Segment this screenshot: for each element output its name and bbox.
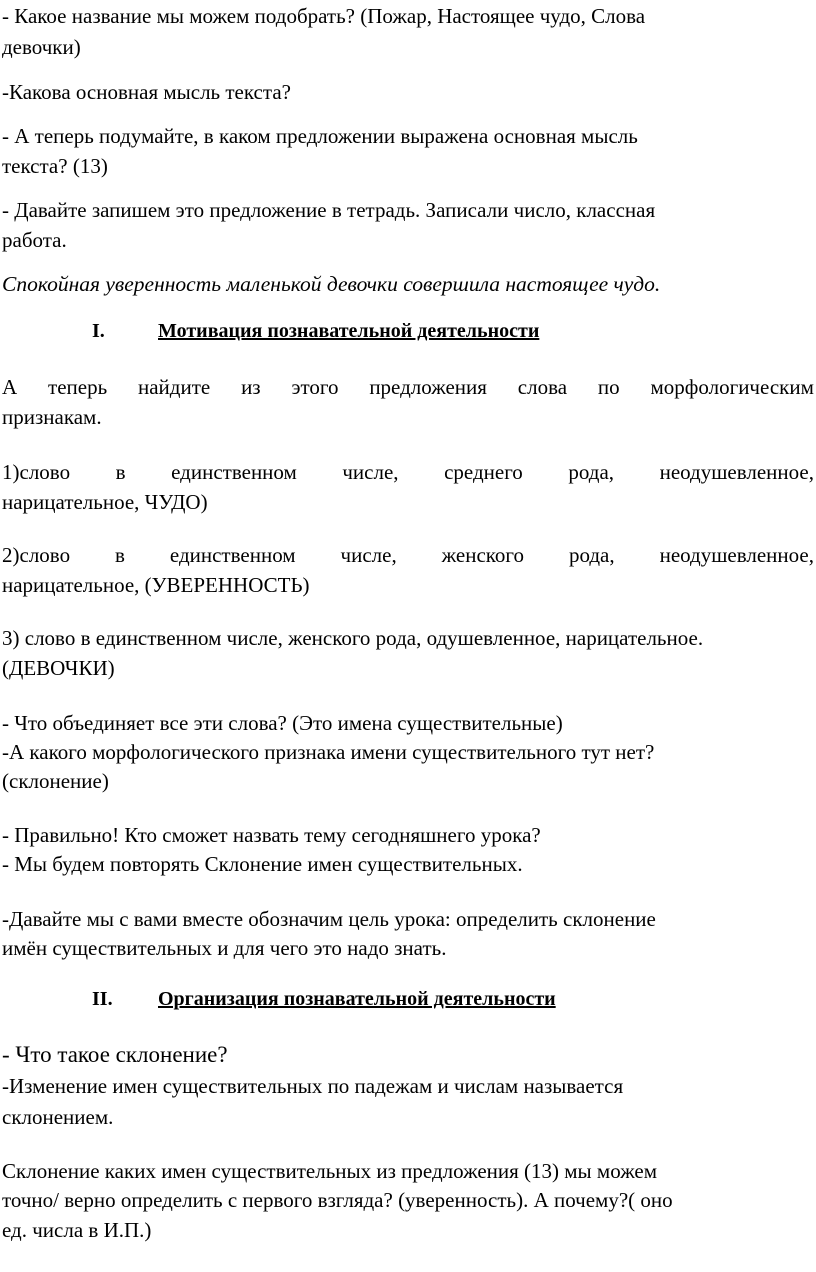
text-line: - Какое название мы можем подобрать? (Пожар, Настоящее чудо, Слова — [2, 4, 646, 28]
question-line — [2, 1042, 228, 1068]
text-line: - Давайте запишем это предложение в тетрадь. Записали число, классная — [2, 198, 656, 222]
word: 2)слово — [2, 543, 71, 567]
word: единственном — [171, 460, 297, 484]
word: среднего — [444, 460, 523, 484]
text-line: - А теперь подумайте, в каком предложении выражена основная мысль — [2, 124, 638, 148]
text-line: признакам. — [2, 405, 102, 429]
text-line: склонением. — [2, 1105, 114, 1129]
text-line: -Изменение имен существительных по падежам и числам называется — [2, 1074, 624, 1098]
word: женского — [441, 543, 525, 567]
word: слова — [517, 375, 568, 399]
word: числе, — [342, 460, 399, 484]
text-line: - Правильно! Кто сможет назвать тему сегодняшнего урока? — [2, 823, 541, 847]
word: морфологическим — [650, 375, 814, 399]
word: 1)слово — [2, 460, 71, 484]
justified-line — [2, 374, 814, 400]
word: рода, — [568, 543, 615, 567]
text-line: нарицательное, ЧУДО) — [2, 490, 208, 514]
text-line: -А какого морфологического признака имени существительного тут нет? — [2, 740, 655, 764]
text-line: Склонение каких имен существительных из предложения (13) мы можем — [2, 1159, 658, 1183]
text-line: девочки) — [2, 35, 81, 59]
word: этого — [291, 375, 339, 399]
word: в — [115, 460, 126, 484]
justified-line — [2, 542, 814, 568]
question-text: Что такое склонение? — [15, 1042, 228, 1067]
key-sentence: Спокойная уверенность маленькой девочки совершила настоящее чудо. — [2, 272, 661, 296]
word: по — [597, 375, 620, 399]
word: неодушевленное, — [659, 460, 814, 484]
word: А — [2, 375, 18, 399]
justified-line — [2, 459, 814, 485]
word: найдите — [138, 375, 211, 399]
text-line: имён существительных и для чего это надо знать. — [2, 936, 447, 960]
section-number: I. — [92, 320, 105, 342]
text-line: 3) слово в единственном числе, женского рода, одушевленное, нарицательное. — [2, 626, 704, 650]
word: предложения — [369, 375, 487, 399]
section-title: Организация познавательной деятельности — [158, 988, 556, 1010]
text-line: (склонение) — [2, 769, 109, 793]
text-line: ед. числа в И.П.) — [2, 1218, 152, 1242]
text-line: - Что объединяет все эти слова? (Это имена существительные) — [2, 711, 563, 735]
text-line: -Какова основная мысль текста? — [2, 80, 291, 104]
dash: - — [2, 1042, 16, 1067]
word: числе, — [340, 543, 397, 567]
text-line: точно/ верно определить с первого взгляда? (уверенность). А почему?( оно — [2, 1188, 673, 1212]
text-line: -Давайте мы с вами вместе обозначим цель урока: определить склонение — [2, 907, 656, 931]
section-title: Мотивация познавательной деятельности — [158, 320, 540, 342]
text-line: (ДЕВОЧКИ) — [2, 656, 115, 680]
text-line: нарицательное, (УВЕРЕННОСТЬ) — [2, 573, 310, 597]
text-line: - Мы будем повторять Склонение имен существительных. — [2, 852, 523, 876]
word: единственном — [169, 543, 296, 567]
word: из — [241, 375, 261, 399]
word: рода, — [568, 460, 615, 484]
text-line: работа. — [2, 228, 67, 252]
word: теперь — [48, 375, 108, 399]
word: неодушевленное, — [659, 543, 814, 567]
word: в — [115, 543, 125, 567]
section-number: II. — [92, 988, 113, 1010]
text-line: текста? (13) — [2, 154, 108, 178]
